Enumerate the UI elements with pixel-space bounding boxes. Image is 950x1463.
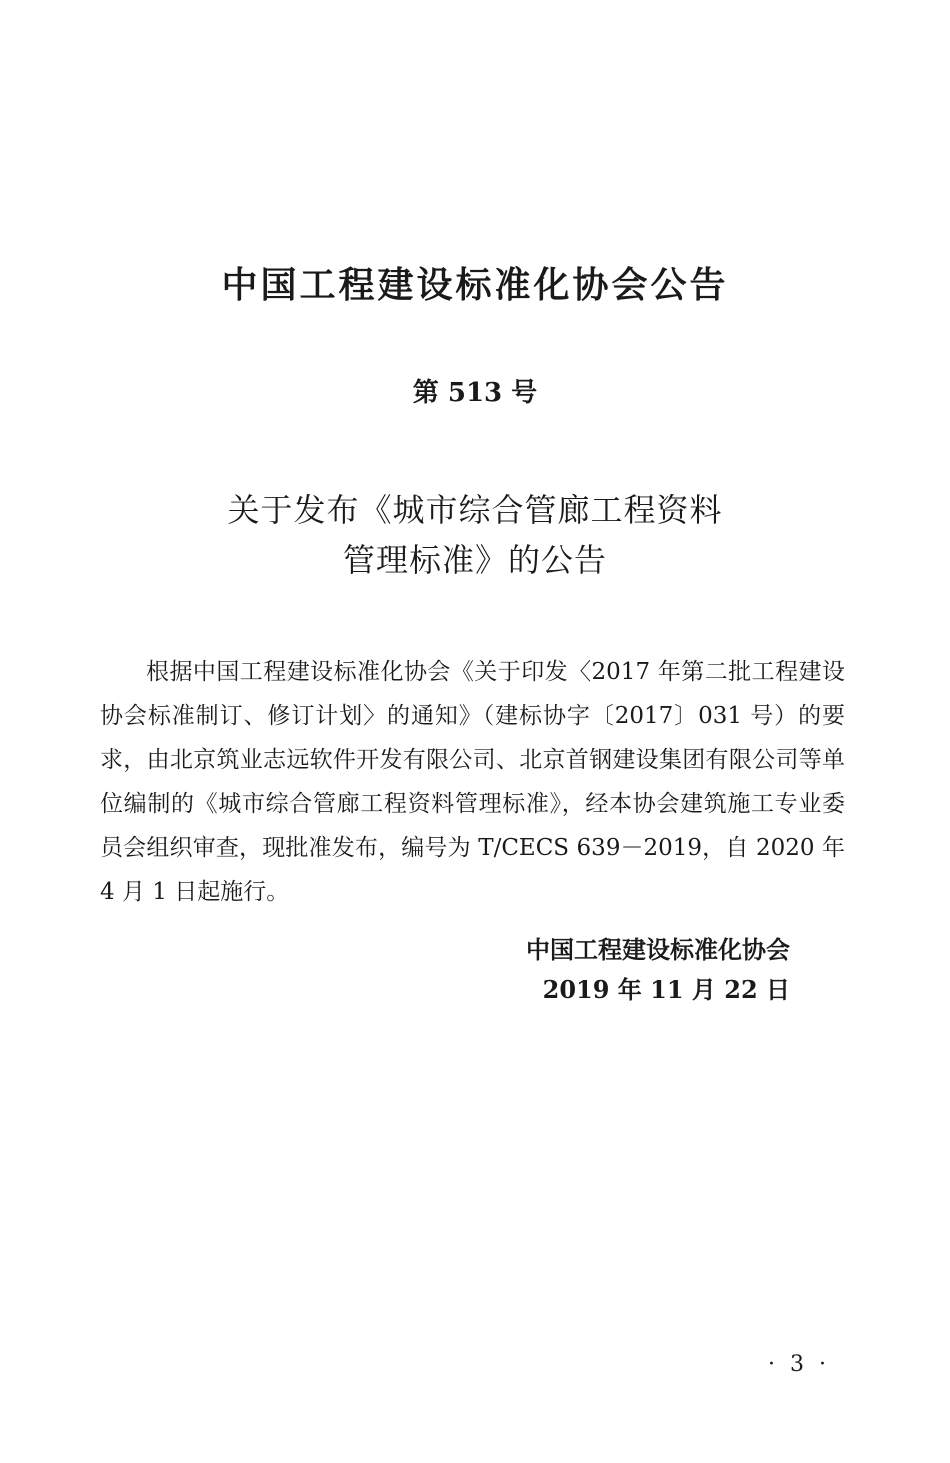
signature-block — [526, 930, 790, 1010]
subject-line-2: 管理标准》的公告 — [342, 541, 607, 579]
announcement-subject — [0, 485, 950, 585]
page-number: · 3 · — [768, 1352, 830, 1377]
announcement-number: 第 513 号 — [412, 378, 538, 408]
subject-line-1: 关于发布《城市综合管廊工程资料 — [227, 491, 723, 529]
announcement-org-title: 中国工程建设标准化协会公告 — [221, 265, 729, 306]
announcement-body: 根据中国工程建设标准化协会《关于印发〈2017 年第二批工程建设协会标准制订、修订计划〉的通知》（建标协字〔2017〕031 号）的要求，由北京筑业志远软件开发有限公司、北京首钢建设集团有限公司等单位编制的《城市综合管廊工程资料管理标准》，经本协会建筑施工专业委员会组织审查，现批准发布，编号为 T/CECS 639－2019，自 2020 年 4 月 1 日起施行。 — [100, 659, 845, 905]
signature-org: 中国工程建设标准化协会 — [526, 936, 790, 964]
signature-date: 2019 年 11 月 22 日 — [542, 975, 790, 1004]
